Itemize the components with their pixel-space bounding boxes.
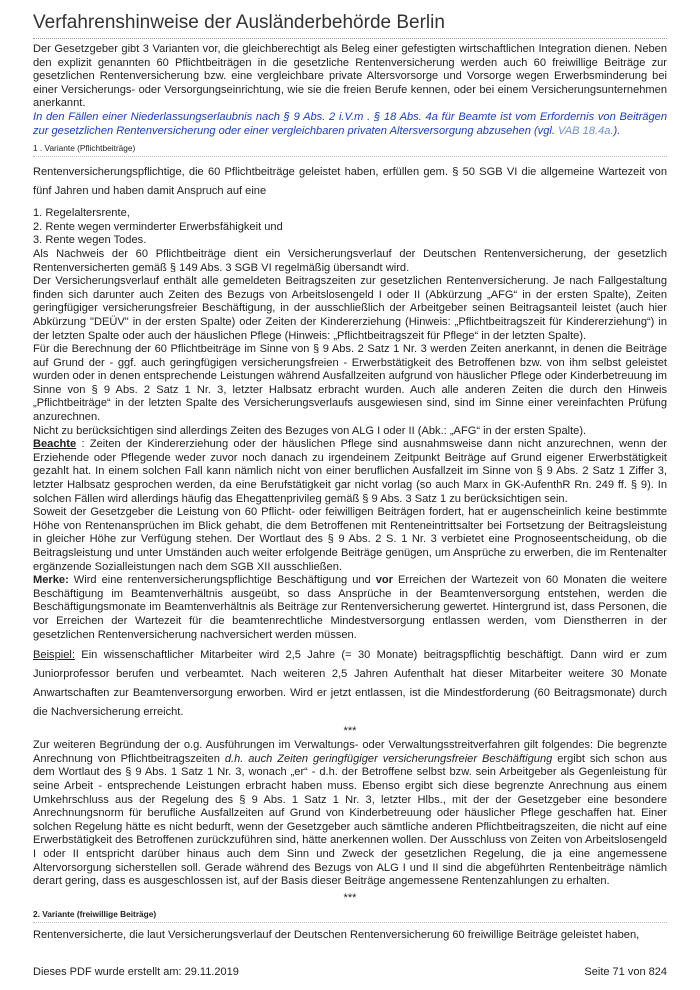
intro-paragraph: Der Gesetzgeber gibt 3 Varianten vor, die gleichberechtigt als Beleg einer gefestigten wirtschaftlichen Integration dienen. Neben den explizit genannten 60 Pflichtbeiträgen in die gesetzliche Rentenversicherung werden auch 60 freiwillige Beiträge zur gesetzlichen Rentenversicherung bzw. eine vergleichbare private Altersvorsorge und Vorsorge wegen Erwerbsminderung bei einer Versicherungs- oder Versorgungseinrichtung, wie sie die freien Berufe kennen, oder bei einem Versicherungsunternehmen anerkannt. In den Fällen einer Niederlassungserlaubnis nach § 9 Abs. 2 i.V.m . § 18 Abs. 4a für Beamte ist vom Erfordernis von Beiträgen zur gesetzlichen Rentenversicherung oder einer vergleichbaren privaten Altersversorgung abzusehen (vgl. VAB 18.4a.). <box>33 43 667 137</box>
footer-page-number: Seite 71 von 824 <box>584 966 667 978</box>
beachte-label: Beachte <box>33 438 77 451</box>
variant-1-paragraph-2: Als Nachweis der 60 Pflichtbeiträge dient ein Versicherungsverlauf der Deutschen Rentenversicherung, der gesetzlich Rentenversicherten gemäß § 149 Abs. 3 SGB VI regelmäßig übersandt wird. <box>33 247 667 274</box>
list-item: 2. Rente wegen verminderter Erwerbsfähigkeit und <box>33 220 283 233</box>
list-item: 1. Regelaltersrente, <box>33 207 130 220</box>
list-item: 3. Rente wegen Todes. <box>33 234 147 247</box>
intro-italic: In den Fällen einer Niederlassungserlaubnis nach § 9 Abs. 2 i.V.m . § 18 Abs. 4a für Beamte ist vom Erfordernis von Beiträgen zur gesetzlichen Rentenversicherung oder einer vergleichbaren privaten Altersversorgung abzusehen (vgl. VAB 18.4a.). <box>33 110 667 137</box>
beispiel-label: Beispiel: <box>33 649 75 662</box>
page-title: Verfahrenshinweise der Ausländerbehörde Berlin <box>33 12 445 33</box>
pension-list <box>33 207 667 248</box>
variant-1-paragraph-4: Für die Berechnung der 60 Pflichtbeiträge im Sinne von § 9 Abs. 2 Satz 1 Nr. 3 werden Zeiten anerkannt, in denen die Beiträge auf Grund der - ggf. auch geringfügigen versicherungsfreien - Erwerbstätigkeit des Betroffenen bzw. von ihm selbst geleistet wurden oder in denen entsprechende Leistungen während Ausfallzeiten aufgrund von häuslicher Pflege oder Kinderbetreuung im Sinne von § 9 Abs. 2 Satz 1 Nr. 3, letzter Halbsatz erbracht wurden. Auch alle anderen Zeiten die durch den Hinweis „Pflichtbeiträge“ in der letzten Spalte des Versicherungsverlaufs ausgewiesen sind, sind im Sinne einer vereinfachten Prüfung anzurechnen. <box>33 343 667 424</box>
section-divider <box>33 156 667 157</box>
variant-1-paragraph-1: Rentenversicherungspflichtige, die 60 Pflichtbeiträge geleistet haben, erfüllen gem. § 50 SGB VI die allgemeine Wartezeit von fünf Jahren und haben damit Anspruch auf eine <box>33 166 667 198</box>
variant-2-paragraph-1: Rentenversicherte, die laut Versicherungsverlauf der Deutschen Rentenversicherung 60 freiwillige Beiträge geleistet haben, <box>33 928 640 941</box>
separator-stars: *** <box>343 891 357 904</box>
merke-paragraph: Merke: Wird eine rentenversicherungspflichtige Beschäftigung und vor Erreichen der Wartezeit von 60 Monaten die weitere Beschäftigung im Beamtenverhältnis ausgeübt, so dass Ansprüche in der Beamtenversorgung entstehen, werden die Beschäftigungsmonate im Beamtenverhältnis als Beiträge zur Rentenversicherung gewertet. Hintergrund ist, dass Personen, die vor Erreichen der Wartezeit für die beamtenrechtliche Mindestversorgung entlassen werden, vom Dienstherren in der gesetzlichen Rentenversicherung nachversichert werden müssen. <box>33 574 668 641</box>
beachte-paragraph: Beachte : Zeiten der Kindererziehung oder der häuslichen Pflege sind ausnahmsweise dann nicht anzurechnen, wenn der Erziehende oder Pflegende weder zuvor noch danach zu irgendeinem Zeitpunkt Beiträge auf Grund eigener Erwerbstätigkeit gezahlt hat. In einem solchen Fall kann nämlich nicht von einer beruflichen Ausfallzeit im Sinne von § 9 Abs. 2 Satz 1 Ziffer 3, letzter Halbsatz gesprochen werden, da eine Berufstätigkeit gar nicht vorlag (so auch Marx in GK-AufenthR Rn. 249 ff. § 9). In solchen Fällen wird allerdings häufig das Ehegattenprivileg gemäß § 9 Abs. 3 Satz 1 zu berücksichtigen sein. <box>33 438 667 505</box>
footer-created-date: Dieses PDF wurde erstellt am: 29.11.2019 <box>33 966 239 978</box>
title-divider <box>33 38 667 39</box>
variant-2-label: 2. Variante (freiwillige Beiträge) <box>33 908 157 919</box>
separator-stars: *** <box>343 725 357 738</box>
variant-1-paragraph-5: Nicht zu berücksichtigen sind allerdings Zeiten des Bezuges von ALG I oder II (Abk.: „AFG“ in der ersten Spalte). <box>33 424 587 437</box>
begruendung-paragraph: Zur weiteren Begründung der o.g. Ausführungen im Verwaltungs- oder Verwaltungsstreitverfahren gilt folgendes: Die begrenzte Anrechnung von Pflichtbeitragszeiten d.h. auch Zeiten geringfügiger versicherungsfreier Beschäftigung ergibt sich schon aus dem Wortlaut des § 9 Abs. 1 Satz 1 Nr. 3, wonach „er“ - d.h. der Betroffene selbst bzw. sein Arbeitgeber als Gegenleistung für seine Arbeit - entsprechende Leistungen erbracht haben muss. Ebenso ergibt sich diese begrenzte Anrechnung aus einem Umkehrschluss aus der Regelung des § 9 Abs. 1 Satz 1 Nr. 3, letzter Hlbs., mit der der Gesetzgeber eine besondere Anrechnungsnorm für berufliche Ausfallzeiten auf Grund von Kinderbetreuung oder häuslicher Pflege geschaffen hat. Einer solchen Regelung hätte es nicht bedurft, wenn der Gesetzgeber auch sämtliche anderen Pflichtbeitragszeiten, die nicht auf eine Erwerbstätigkeit des Betroffenen zurückzuführen sind, hätte anerkennen wollen. Der Ausschluss von Zeiten von Arbeitslosengeld I oder II entspricht darüber hinaus auch dem Sinn und Zweck der gesetzlichen Regelung, die ja eine angemessene Altervorsorgung sicherstellen soll. Gerade während des Bezugs von ALG I und II sind die abgeführten Rentenbeiträge nämlich derart gering, dass es ausgeschlossen ist, auf der Basis dieser Beiträge angemessene Rentenzahlungen zu erhalten. <box>33 739 667 888</box>
variant-1-paragraph-6: Soweit der Gesetzgeber die Leistung von 60 Pflicht- oder feiwilligen Beiträgen fordert, hat er augenscheinlich keine bestimmte Höhe von Rentenansprüchen im Blick gehabt, die dem Betroffenen mit Renteneintrittsalter bei Fortsetzung der Beitragsleistung in gleicher Höhe zur Verfügung stehen. Der Wortlaut des § 9 Abs. 2 S. 1 Nr. 3 verbietet eine Prognoseentscheidung, ob die Beitragsleistung und unter Umständen auch weiter erfolgende Beiträge genügen, um Ansprüche zu erwerben, die im Rentenalter ergänzende Sozialleistungen nach dem SGB XII ausschließen. <box>33 506 667 573</box>
variant-1-paragraph-3: Der Versicherungsverlauf enthält alle gemeldeten Beitragszeiten zur gesetzlichen Rentenversicherung. Je nach Fallgestaltung finden sich darunter auch Zeiten des Bezugs von Arbeitslosengeld I oder II (Abkürzung „AFG“ in der ersten Spalte), Zeiten geringfügiger versicherungsfreier Beschäftigung, in der ausschließlich der Arbeitgeber seinen Beitragsanteil leistet (auch hier Abkürzung "DEÜV" in der ersten Spalte) oder Zeiten der Kindererziehung (Hinweis: „Pflichtbeitragszeit für Kindererziehung“) in der letzten Spalte oder auch der häuslichen Pflege (Hinweis: „Pflichtbeitragszeit für Pflege“ in der letzten Spalte). <box>33 275 667 342</box>
beispiel-paragraph: Beispiel: Ein wissenschaftlicher Mitarbeiter wird 2,5 Jahre (= 30 Monate) beitragspflichtig beschäftigt. Dann wird er zum Juniorprofessor berufen und verbeamtet. Nach weiteren 2,5 Jahren Aufenthalt hat dieser Mitarbeiter weitere 30 Monate Anwartschaften zur Beamtenversorgung erworben. Wird er jetzt entlassen, ist die Mindestforderung (60 Beitragsmonate) durch die Nachversicherung erreicht. <box>33 649 667 719</box>
variant-1-label: 1 . Variante (Pflichtbeiträge) <box>33 143 136 154</box>
section-divider <box>33 922 667 923</box>
merke-label: Merke: <box>33 574 69 587</box>
document-body <box>33 40 667 942</box>
vab-link[interactable]: VAB 18.4a. <box>558 124 614 137</box>
